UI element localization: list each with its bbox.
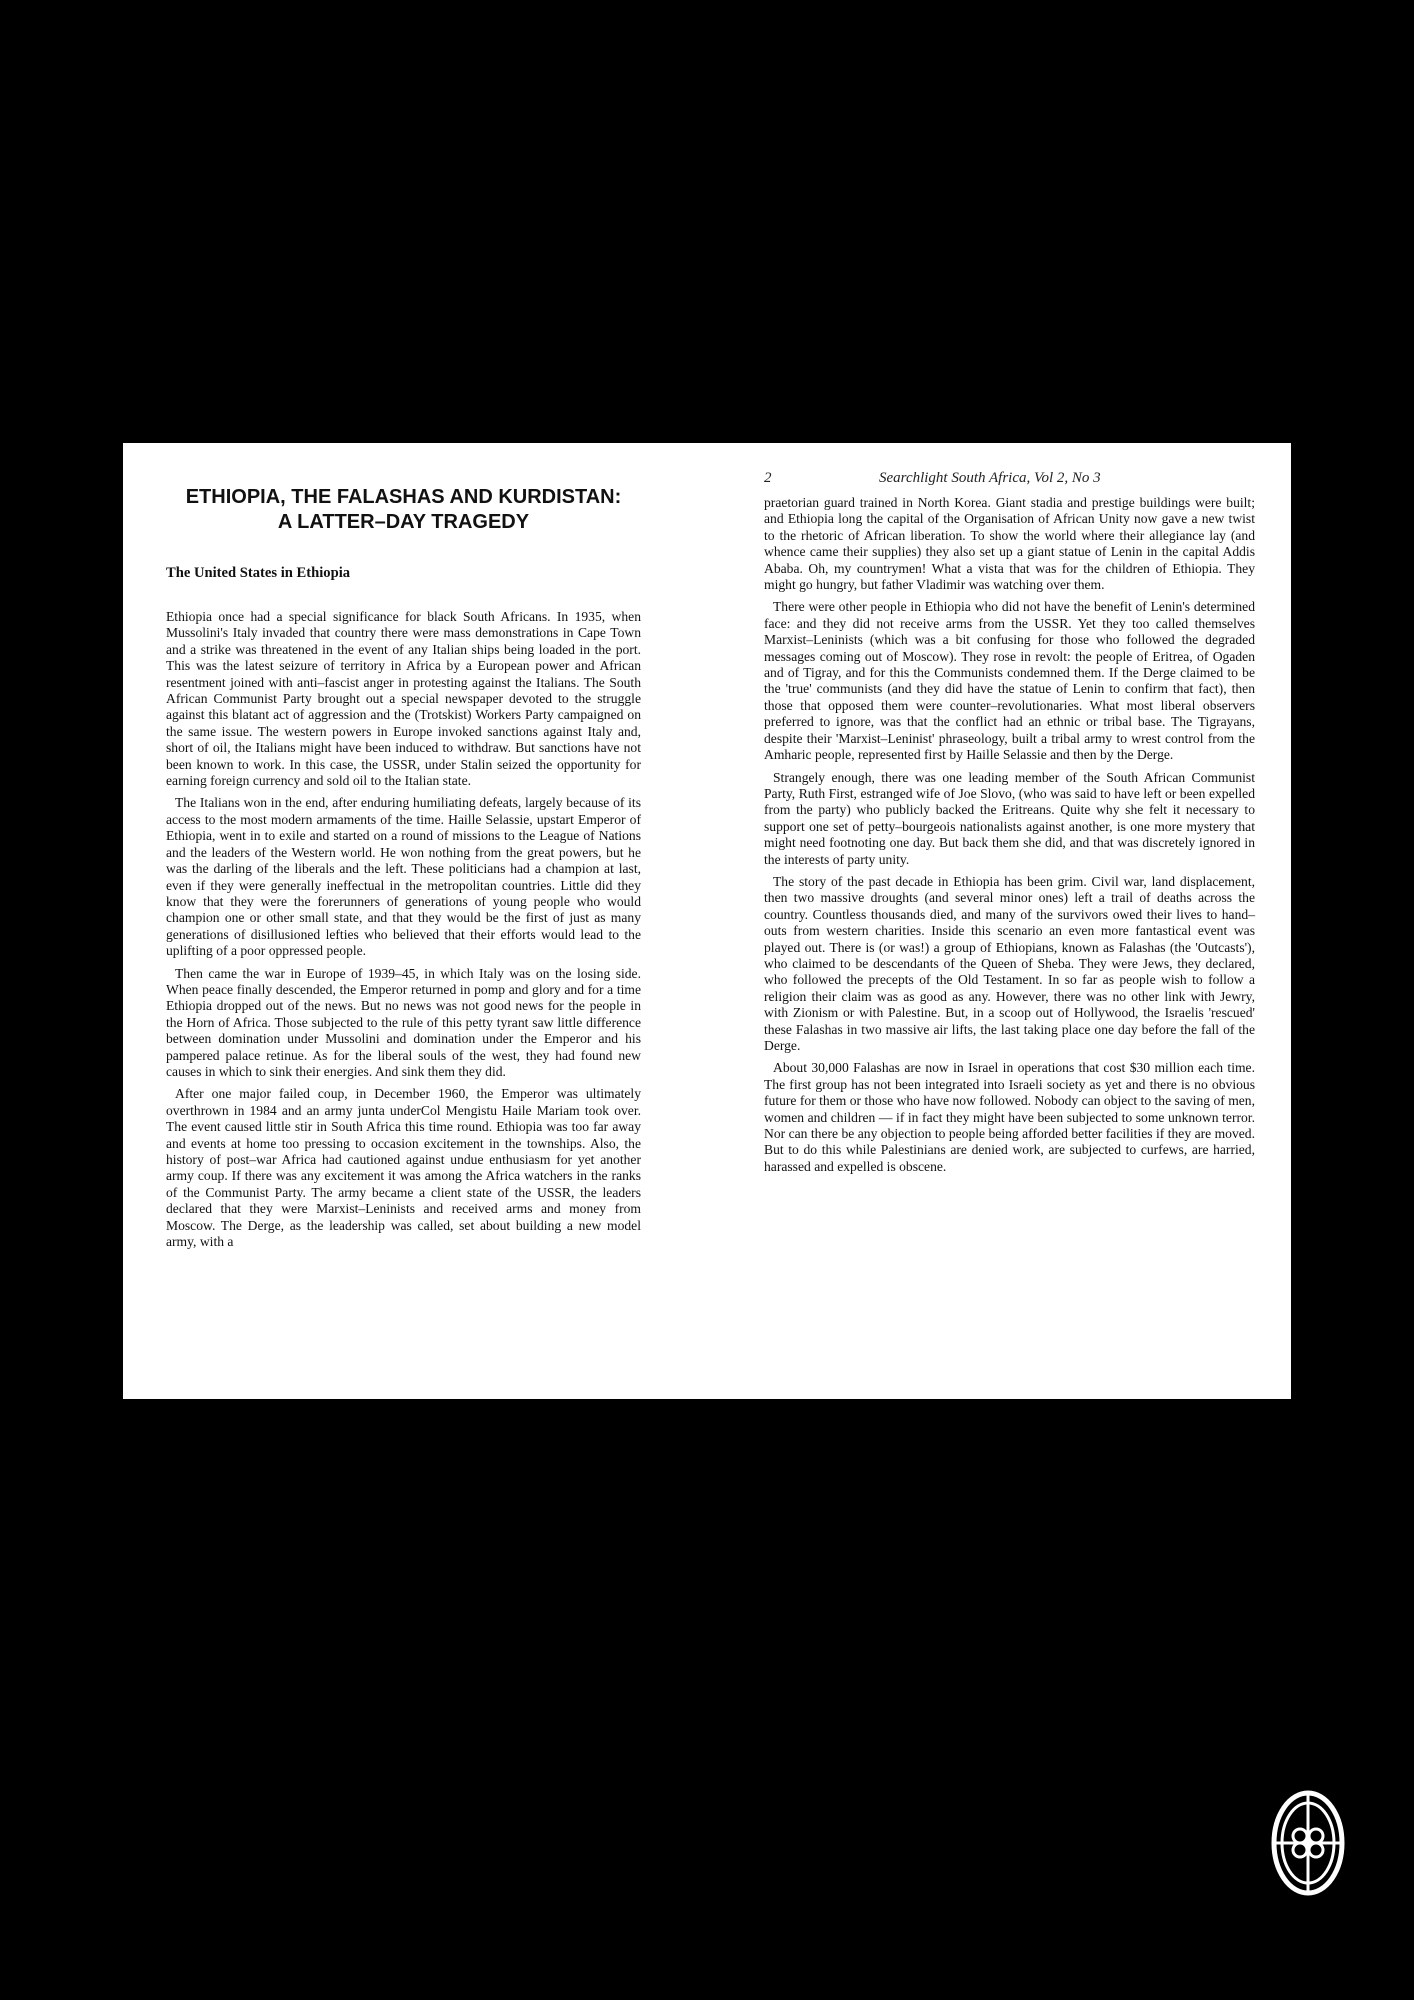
right-page bbox=[764, 470, 1255, 1181]
document-spread bbox=[123, 443, 1291, 1399]
paragraph: The Italians won in the end, after enduring humiliating defeats, largely because of its access to the most modern armaments of the time. Haille Selassie, upstart Emperor of Ethiopia, went in to exile and started on a round of missions to the League of Nations and the leaders of the Western world. He won nothing from the great powers, but he was the darling of the liberals and the left. These politicians had a champion at last, even if they were generally ineffectual in the metropolitan countries. Little did they know that they were the forerunners of generations of young people who would champion one or other small state, and that they would be the first of just as many generations of disillusioned lefties who believed that their efforts would lead to the uplifting of a poor oppressed people. bbox=[166, 795, 641, 959]
left-page bbox=[166, 485, 641, 1256]
running-title: Searchlight South Africa, Vol 2, No 3 bbox=[879, 470, 1101, 486]
paragraph: The story of the past decade in Ethiopia has been grim. Civil war, land displacement, then two massive droughts (and several minor ones) left a trail of deaths across the country. Countless thousands died, and many of the survivors owed their lives to hand–outs from western charities. Inside this scenario an even more fantastical event was played out. There is (or was!) a group of Ethiopians, known as Falashas (the 'Outcasts'), who claimed to be descendants of the Queen of Sheba. They were Jews, they declared, who followed the precepts of the Old Testament. In so far as people wish to follow a religion their claim was as good as any. However, there was no other link with Jewry, with Zionism or with Palestine. But, in a scoop out of Hollywood, the Israelis 'rescued' these Falashas in two massive air lifts, the last taking place one day before the fall of the Derge. bbox=[764, 873, 1255, 1053]
paragraph: After one major failed coup, in December 1960, the Emperor was ultimately overthrown in 1984 and an army junta underCol Mengistu Haile Mariam took over. The event caused little stir in South Africa this time round. Ethiopia was too far away and events at home too pressing to occasion excitement in the townships. Also, the history of post–war Africa had cautioned against undue enthusiasm for yet another army coup. If there was any excitement it was among the Africa watchers in the ranks of the Communist Party. The army became a client state of the USSR, the leaders declared that they were Marxist–Leninists and received arms and money from Moscow. The Derge, as the leadership was called, set about building a new model army, with a bbox=[166, 1086, 641, 1250]
paragraph: praetorian guard trained in North Korea. Giant stadia and prestige buildings were built; and Ethiopia long the capital of the Organisation of African Unity now gave a new twist to the rhetoric of African liberation. To show the world where their allegiance lay (and whence came their supplies) they also set up a giant statue of Lenin in the capital Addis Ababa. Oh, my countrymen! What a vista that was for the children of Ethiopia. They might go hungry, but father Vladimir was watching over them. bbox=[764, 495, 1255, 593]
page-number: 2 bbox=[764, 470, 772, 486]
title-line-1: ETHIOPIA, THE FALASHAS AND KURDISTAN: bbox=[185, 486, 622, 508]
section-heading: The United States in Ethiopia bbox=[166, 565, 351, 581]
running-head bbox=[764, 470, 1255, 487]
article-title bbox=[166, 485, 641, 535]
paragraph: There were other people in Ethiopia who did not have the benefit of Lenin's determined face: and they did not receive arms from the USSR. Yet they too called themselves Marxist–Leninists (which was a bit confusing for those who followed the degraded messages coming out of Moscow). They rose in revolt: the people of Eritrea, of Ogaden and of Tigray, and for this the Communists condemned them. If the Derge claimed to be the 'true' communists (and they did have the statue of Lenin to confirm that fact), then those that opposed them were counter–revolutionaries. What most liberal observers preferred to ignore, was that the conflict had an ethnic or tribal base. The Tigrayans, despite their 'Marxist–Leninist' phraseology, built a tribal army to wrest control from the Amharic people, represented first by Haille Selassie and then by the Derge. bbox=[764, 599, 1255, 763]
paragraph: About 30,000 Falashas are now in Israel in operations that cost $30 million each time. The first group has not been integrated into Israeli society as yet and there is no obvious future for them or those who have now followed. Nobody can object to the saving of men, women and children — if in fact they might have been subjected to some unknown terror. Nor can there be any objection to people being afforded better facilities if they are moved. But to do this while Palestinians are denied work, are subjected to curfews, are harried, harassed and expelled is obscene. bbox=[764, 1060, 1255, 1174]
cg-emblem-icon bbox=[1271, 1790, 1345, 1896]
paragraph: Strangely enough, there was one leading member of the South African Communist Party, Ruth First, estranged wife of Joe Slovo, (who was said to have left or been expelled from the party) who publicly backed the Eritreans. Quite why she felt it necessary to support one set of petty–bourgeois nationalists against another, is one more mystery that might need footnoting one day. But back them she did, and that was discretely ignored in the interests of party unity. bbox=[764, 769, 1255, 867]
paragraph: Then came the war in Europe of 1939–45, in which Italy was on the losing side. When peace finally descended, the Emperor returned in pomp and glory and for a time Ethiopia dropped out of the news. But no news was not good news for the people in the Horn of Africa. Those subjected to the rule of this petty tyrant saw little difference between domination under Mussolini and domination under the Emperor and his pampered palace retinue. As for the liberal souls of the west, they had found new causes in which to sink their energies. And sink them they did. bbox=[166, 965, 641, 1079]
title-line-2: A LATTER–DAY TRAGEDY bbox=[277, 511, 530, 533]
paragraph: Ethiopia once had a special significance for black South Africans. In 1935, when Mussolini's Italy invaded that country there were mass demonstrations in Cape Town and a strike was threatened in the event of any Italian ships being loaded in the port. This was the latest seizure of territory in Africa by a European power and African resentment joined with anti–fascist anger in protesting against the Italians. The South African Communist Party brought out a special newspaper devoted to the struggle against this blatant act of aggression and the (Trotskist) Workers Party campaigned on the same issue. The western powers in Europe invoked sanctions against Italy and, short of oil, the Italians might have been induced to withdraw. But sanctions have not been known to work. In this case, the USSR, under Stalin seized the opportunity for earning foreign currency and sold oil to the Italian state. bbox=[166, 609, 641, 789]
